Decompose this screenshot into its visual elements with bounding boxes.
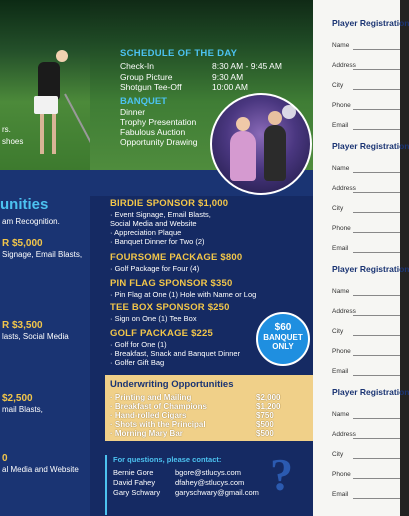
registration-title: Player Registration (332, 387, 409, 397)
left-text: mail Blasts, (2, 405, 43, 414)
sponsor-title: GOLF PACKAGE $225 (110, 328, 213, 339)
left-sponsor-title: 0 (2, 453, 8, 464)
underwriting-row (110, 411, 305, 420)
schedule-label: Group Picture (120, 72, 173, 82)
address-field[interactable] (353, 192, 400, 193)
city-field-label: City (332, 328, 344, 335)
golfer-legs (40, 114, 56, 154)
schedule-title: SCHEDULE OF THE DAY (120, 48, 238, 59)
banquet-item: Fabulous Auction (120, 127, 186, 137)
contact-title: For questions, please contact: (113, 455, 222, 464)
phone-field[interactable] (353, 478, 400, 479)
golfer-skirt (34, 96, 58, 114)
left-sponsor-title: $2,500 (2, 393, 33, 404)
name-field-label: Name (332, 411, 350, 418)
sponsor-item: · Breakfast, Snack and Banquet Dinner (110, 349, 241, 358)
name-field[interactable] (353, 172, 400, 173)
sponsor-item: · Appreciation Plaque (110, 228, 182, 237)
left-sponsor-title: R $3,500 (2, 320, 43, 331)
underwriting-label: · Morning Mary Bar (110, 429, 183, 438)
underwriting-amount: $500 (256, 429, 274, 438)
underwriting-amount: $750 (256, 411, 274, 420)
underwriting-box (105, 375, 313, 441)
schedule-row (120, 61, 310, 71)
email-field-label: Email (332, 491, 349, 498)
badge-line: ONLY (272, 342, 294, 351)
golf-club (64, 94, 93, 146)
phone-field[interactable] (353, 355, 400, 356)
underwriting-row (110, 429, 305, 438)
left-panel (0, 0, 90, 516)
name-field-label: Name (332, 165, 350, 172)
contact-email[interactable]: garyschwary@gmail.com (175, 488, 259, 497)
dancer-head (236, 117, 250, 131)
golfer-body (38, 62, 60, 100)
sponsor-item: · Event Signage, Email Blasts, (110, 210, 211, 219)
underwriting-label: · Printing and Mailing (110, 393, 192, 402)
name-field-label: Name (332, 288, 350, 295)
underwriting-title: Underwriting Opportunities (110, 379, 234, 390)
name-field[interactable] (353, 295, 400, 296)
badge-line: BANQUET (263, 333, 303, 342)
left-text: Signage, Email Blasts, (2, 250, 83, 259)
golfer-photo (0, 0, 90, 170)
phone-field[interactable] (353, 232, 400, 233)
sponsor-item: Social Media and Website (110, 219, 197, 228)
underwriting-amount: $1,200 (256, 402, 281, 411)
name-field-label: Name (332, 42, 350, 49)
sponsor-title: BIRDIE SPONSOR $1,000 (110, 198, 229, 209)
name-field[interactable] (353, 49, 400, 50)
schedule-row (120, 72, 310, 82)
underwriting-amount: $500 (256, 420, 274, 429)
city-field-label: City (332, 82, 344, 89)
sponsor-item: · Sign on One (1) Tee Box (110, 314, 197, 323)
sponsor-item: · Banquet Dinner for Two (2) (110, 237, 205, 246)
address-field-label: Address (332, 185, 356, 192)
middle-panel (90, 0, 313, 516)
address-field-label: Address (332, 308, 356, 315)
sponsor-item: · Golf for One (1) (110, 340, 167, 349)
banquet-item: Opportunity Drawing (120, 137, 198, 147)
underwriting-label: · Hand-rolled Cigars (110, 411, 187, 420)
banquet-photo (210, 93, 312, 195)
city-field-label: City (332, 205, 344, 212)
city-field[interactable] (353, 89, 400, 90)
sponsor-title: TEE BOX SPONSOR $250 (110, 302, 230, 313)
sponsor-item: · Pin Flag at One (1) Hole with Name or Log (110, 290, 257, 299)
email-field[interactable] (353, 252, 400, 253)
underwriting-row (110, 393, 305, 402)
email-field-label: Email (332, 122, 349, 129)
phone-field-label: Phone (332, 471, 351, 478)
badge-price: $60 (274, 322, 292, 333)
underwriting-amount: $2,000 (256, 393, 281, 402)
underwriting-label: · Shots with the Principal (110, 420, 206, 429)
dancer-figure (264, 125, 286, 181)
address-field[interactable] (353, 315, 400, 316)
photo-caption: rs. (2, 125, 11, 134)
photo-caption: shoes (2, 137, 24, 146)
schedule-label: Check-In (120, 61, 155, 71)
stage-light (282, 105, 296, 119)
registration-title: Player Registration (332, 141, 409, 151)
dancer-head (268, 111, 282, 125)
contact-name: Bernie Gore (113, 468, 154, 477)
sponsor-item: · Golf Package for Four (4) (110, 264, 200, 273)
golfer-head (56, 50, 68, 62)
city-field-label: City (332, 451, 344, 458)
contact-name: David Fahey (113, 478, 156, 487)
email-field-label: Email (332, 368, 349, 375)
phone-field[interactable] (353, 109, 400, 110)
underwriting-label: · Breakfast of Champions (110, 402, 207, 411)
schedule-time: 9:30 AM (212, 72, 244, 82)
name-field[interactable] (353, 418, 400, 419)
phone-field-label: Phone (332, 348, 351, 355)
banquet-item: Dinner (120, 107, 146, 117)
phone-field-label: Phone (332, 102, 351, 109)
address-field-label: Address (332, 431, 356, 438)
email-field[interactable] (353, 375, 400, 376)
sponsor-title: PIN FLAG SPONSOR $350 (110, 278, 233, 289)
schedule-time: 10:00 AM (212, 82, 248, 92)
email-field-label: Email (332, 245, 349, 252)
city-field[interactable] (353, 212, 400, 213)
underwriting-row (110, 420, 305, 429)
phone-field-label: Phone (332, 225, 351, 232)
address-field-label: Address (332, 62, 356, 69)
underwriting-row (110, 402, 305, 411)
banquet-title: BANQUET (120, 96, 167, 107)
schedule-row (120, 82, 310, 92)
city-field[interactable] (353, 458, 400, 459)
registration-title: Player Registration (332, 264, 409, 274)
contact-name: Gary Schwary (113, 488, 161, 497)
question-mark-icon: ? (270, 449, 293, 500)
sponsor-title: FOURSOME PACKAGE $800 (110, 252, 243, 263)
left-sponsor-title: R $5,000 (2, 238, 43, 249)
banquet-price-badge (256, 312, 310, 366)
address-field[interactable] (353, 438, 400, 439)
registration-panel (313, 0, 409, 516)
city-field[interactable] (353, 335, 400, 336)
address-field[interactable] (353, 69, 400, 70)
contact-email[interactable]: bgore@stlucys.com (175, 468, 241, 477)
sponsor-item: · Golfer Gift Bag (110, 358, 165, 367)
banquet-item: Trophy Presentation (120, 117, 197, 127)
left-text: am Recognition. (2, 217, 60, 226)
contact-email[interactable]: dfahey@stlucys.com (175, 478, 245, 487)
left-text: lasts, Social Media (2, 332, 69, 341)
opportunities-heading: unities (0, 196, 49, 213)
schedule-label: Shotgun Tee-Off (120, 82, 182, 92)
schedule-time: 8:30 AM - 9:45 AM (212, 61, 282, 71)
email-field[interactable] (353, 498, 400, 499)
dancer-figure (230, 131, 256, 181)
email-field[interactable] (353, 129, 400, 130)
registration-title: Player Registration (332, 18, 409, 28)
left-text: al Media and Website (2, 465, 79, 474)
contact-section (105, 455, 295, 515)
